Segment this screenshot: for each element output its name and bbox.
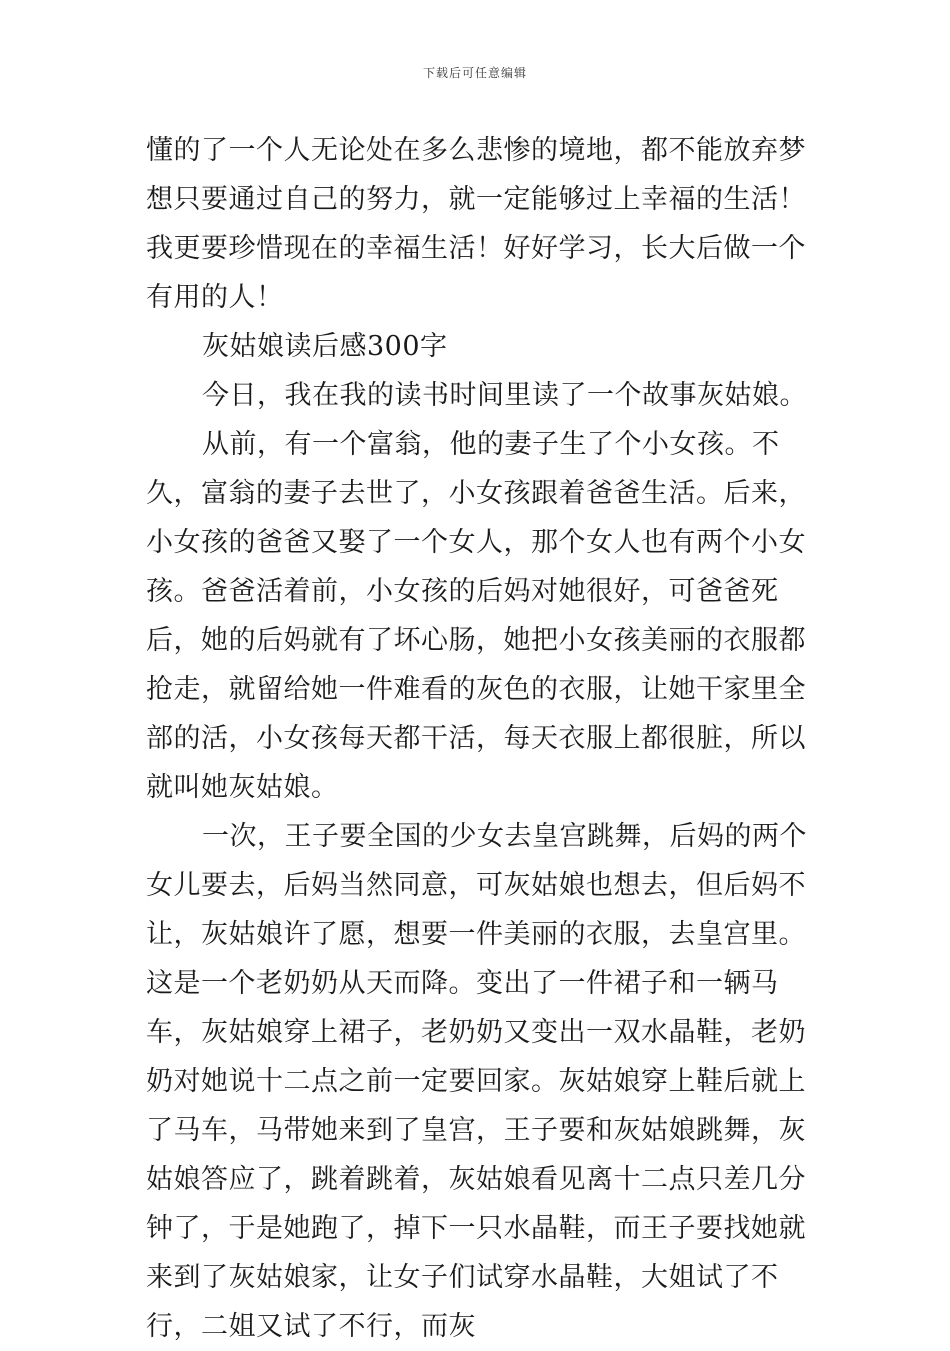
paragraph-continued: 懂的了一个人无论处在多么悲惨的境地，都不能放弃梦想只要通过自己的努力，就一定能够过上幸福的生活！我更要珍惜现在的幸福生活！好好学习，长大后做一个有用的人！ [146, 135, 806, 313]
document-body [146, 126, 810, 1351]
section-heading: 灰姑娘读后感300字 [202, 331, 448, 362]
paragraph: 今日，我在我的读书时间里读了一个故事灰姑娘。 [202, 380, 807, 411]
paragraph: 从前，有一个富翁，他的妻子生了个小女孩。不久，富翁的妻子去世了，小女孩跟着爸爸生活。后来，小女孩的爸爸又娶了一个女人，那个女人也有两个小女孩。爸爸活着前，小女孩的后妈对她很好，可爸爸死后，她的后妈就有了坏心肠，她把小女孩美丽的衣服都抢走，就留给她一件难看的灰色的衣服，让她干家里全部的活，小女孩每天都干活，每天衣服上都很脏，所以就叫她灰姑娘。 [146, 429, 806, 803]
paragraph: 一次，王子要全国的少女去皇宫跳舞，后妈的两个女儿要去，后妈当然同意，可灰姑娘也想去，但后妈不让，灰姑娘许了愿，想要一件美丽的衣服，去皇宫里。这是一个老奶奶从天而降。变出了一件裙子和一辆马车，灰姑娘穿上裙子，老奶奶又变出一双水晶鞋，老奶奶对她说十二点之前一定要回家。灰姑娘穿上鞋后就上了马车，马带她来到了皇宫，王子要和灰姑娘跳舞，灰姑娘答应了，跳着跳着，灰姑娘看见离十二点只差几分钟了，于是她跑了，掉下一只水晶鞋，而王子要找她就来到了灰姑娘家，让女子们试穿水晶鞋，大姐试了不行，二姐又试了不行，而灰 [146, 821, 807, 1342]
header-note: 下载后可任意编辑 [422, 66, 527, 80]
